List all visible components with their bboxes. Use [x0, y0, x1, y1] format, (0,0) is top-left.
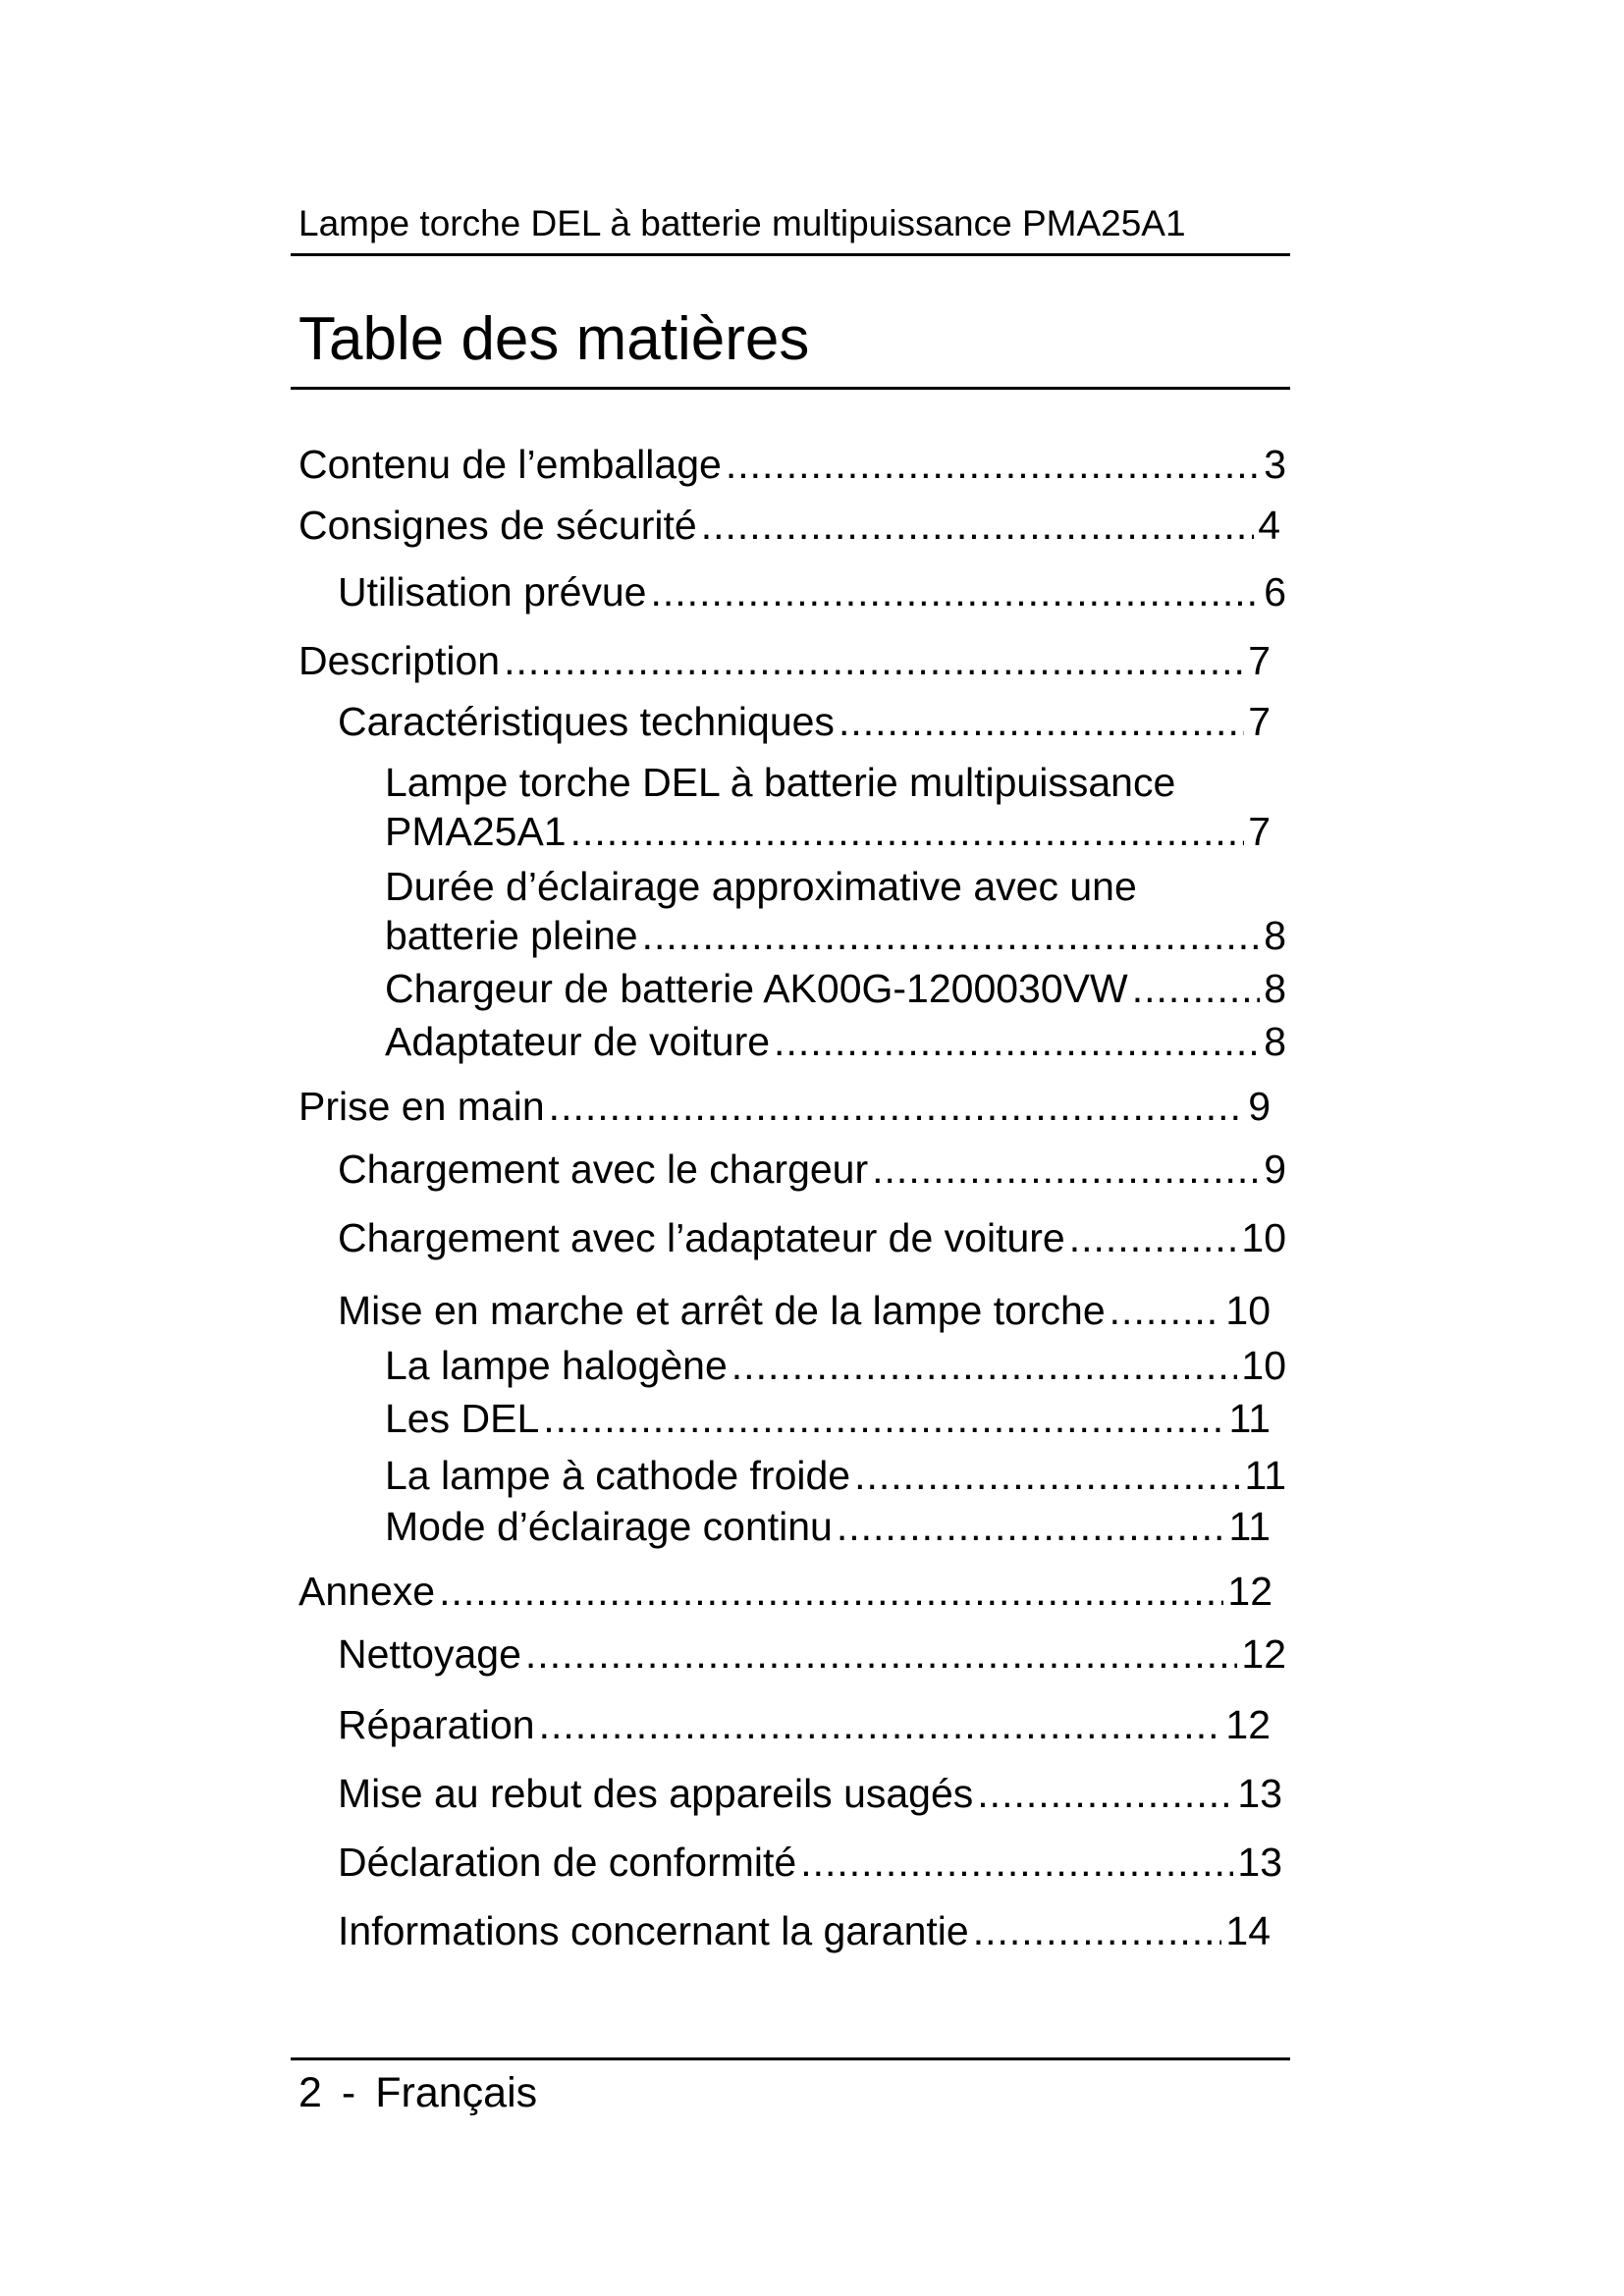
toc-page-number: 12 — [1227, 1569, 1272, 1614]
toc-page-number: 12 — [1241, 1631, 1286, 1677]
toc-page-number: 11 — [1244, 1453, 1286, 1498]
toc-leader-dots — [525, 1629, 1237, 1679]
toc-leader-dots — [839, 697, 1244, 746]
toc-entry-mise-au-rebut[interactable] — [338, 1769, 1282, 1818]
toc-entry-reparation[interactable] — [338, 1700, 1271, 1749]
toc-entry-lampe-torche-pma25a1[interactable] — [385, 758, 1271, 856]
toc-page-number: 11 — [1228, 1396, 1271, 1441]
toc-leader-dots — [731, 1341, 1238, 1390]
toc-leader-dots — [774, 1017, 1260, 1066]
toc-page-number: 10 — [1225, 1288, 1271, 1333]
toc-page-number: 12 — [1225, 1702, 1271, 1747]
toc-entry-label: Mise au rebut des appareils usagés — [338, 1771, 974, 1816]
toc-leader-dots — [837, 1502, 1225, 1551]
toc-entry-chargement-chargeur[interactable] — [338, 1145, 1286, 1194]
page-title: Table des matières — [298, 305, 810, 373]
toc-page-number: 9 — [1248, 1084, 1271, 1129]
toc-entry-label: Les DEL — [385, 1396, 540, 1441]
toc-entry-label-line1: Lampe torche DEL à batterie multipuissance — [385, 760, 1176, 805]
toc-entry-label: Adaptateur de voiture — [385, 1019, 771, 1064]
toc-leader-dots — [651, 567, 1261, 616]
toc-entry-label: Prise en main — [298, 1084, 545, 1129]
toc-entry-chargeur-batterie[interactable] — [385, 964, 1286, 1013]
toc-leader-dots — [642, 911, 1261, 960]
toc-entry-label: Consignes de sécurité — [298, 503, 697, 548]
toc-entry-label: Réparation — [338, 1702, 535, 1747]
table-of-contents — [291, 0, 1290, 2296]
toc-entry-label: PMA25A1 — [385, 809, 567, 854]
toc-entry-adaptateur-voiture[interactable] — [385, 1017, 1286, 1066]
toc-leader-dots — [1110, 1286, 1222, 1335]
toc-leader-dots — [539, 1700, 1222, 1749]
running-header-title: Lampe torche DEL à batterie multipuissance PMA25A1 — [298, 203, 1186, 243]
toc-page-number: 10 — [1241, 1215, 1286, 1260]
toc-entry-label: La lampe halogène — [385, 1343, 728, 1388]
toc-entry-label: Déclaration de conformité — [338, 1840, 797, 1885]
toc-page-number: 7 — [1248, 699, 1271, 744]
toc-leader-dots — [800, 1838, 1233, 1887]
toc-entry-chargement-adaptateur[interactable] — [338, 1213, 1286, 1262]
toc-leader-dots — [872, 1145, 1260, 1194]
toc-page-number: 11 — [1228, 1504, 1271, 1549]
toc-page-number: 4 — [1258, 503, 1280, 548]
toc-page-number: 8 — [1264, 1019, 1286, 1064]
toc-leader-dots — [439, 1567, 1223, 1616]
toc-page-number: 14 — [1225, 1908, 1271, 1953]
toc-page-number: 3 — [1264, 442, 1286, 487]
toc-entry-label: Informations concernant la garantie — [338, 1908, 969, 1953]
toc-entry-nettoyage[interactable] — [338, 1629, 1286, 1679]
toc-page-number: 13 — [1237, 1771, 1282, 1816]
page-footer — [298, 2067, 537, 2118]
toc-entry-lampe-halogene[interactable] — [385, 1341, 1286, 1390]
toc-entry-duree-eclairage[interactable] — [385, 862, 1286, 960]
footer-divider — [291, 2057, 1290, 2060]
toc-entry-mise-en-marche[interactable] — [338, 1286, 1271, 1335]
footer-language: Français — [375, 2069, 538, 2116]
toc-entry-les-del[interactable] — [385, 1394, 1271, 1443]
toc-leader-dots — [701, 501, 1255, 550]
toc-leader-dots — [1132, 964, 1260, 1013]
toc-entry-informations-garantie[interactable] — [338, 1906, 1271, 1955]
toc-leader-dots — [504, 636, 1244, 685]
toc-entry-label: Chargement avec l’adaptateur de voiture — [338, 1215, 1065, 1260]
toc-entry-cathode-froide[interactable] — [385, 1451, 1286, 1500]
toc-page-number: 8 — [1264, 913, 1286, 958]
toc-entry-annexe[interactable] — [298, 1567, 1272, 1616]
toc-entry-contenu-emballage[interactable] — [298, 440, 1286, 489]
footer-separator: - — [341, 2069, 356, 2116]
toc-leader-dots — [977, 1769, 1233, 1818]
toc-entry-label: Caractéristiques techniques — [338, 699, 835, 744]
toc-page-number: 6 — [1264, 569, 1286, 614]
toc-entry-label: Mode d’éclairage continu — [385, 1504, 833, 1549]
toc-leader-dots — [543, 1394, 1224, 1443]
toc-leader-dots — [973, 1906, 1222, 1955]
toc-entry-description[interactable] — [298, 636, 1271, 685]
toc-page-number: 13 — [1237, 1840, 1282, 1885]
toc-entry-label: Mise en marche et arrêt de la lampe torche — [338, 1288, 1106, 1333]
toc-leader-dots — [854, 1451, 1240, 1500]
toc-entry-label: Chargeur de batterie AK00G-1200030VW — [385, 966, 1128, 1011]
toc-entry-label: batterie pleine — [385, 913, 638, 958]
toc-page-number: 7 — [1248, 809, 1271, 854]
footer-page-number: 2 — [298, 2069, 322, 2116]
toc-entry-utilisation-prevue[interactable] — [338, 567, 1286, 616]
toc-entry-prise-en-main[interactable] — [298, 1082, 1271, 1131]
toc-page-number: 10 — [1241, 1343, 1286, 1388]
toc-entry-label: Utilisation prévue — [338, 569, 647, 614]
toc-page-number: 9 — [1264, 1147, 1286, 1192]
toc-entry-declaration-conformite[interactable] — [338, 1838, 1282, 1887]
toc-page-number: 8 — [1264, 966, 1286, 1011]
toc-entry-label: Nettoyage — [338, 1631, 521, 1677]
toc-entry-label: Contenu de l’emballage — [298, 442, 722, 487]
toc-entry-consignes-securite[interactable] — [298, 501, 1280, 550]
toc-leader-dots — [1069, 1213, 1238, 1262]
toc-entry-label: Annexe — [298, 1569, 436, 1614]
toc-entry-label: La lampe à cathode froide — [385, 1453, 851, 1498]
toc-entry-label-line1: Durée d’éclairage approximative avec une — [385, 864, 1137, 909]
toc-entry-caracteristiques-techniques[interactable] — [338, 697, 1271, 746]
toc-leader-dots — [570, 807, 1245, 856]
toc-leader-dots — [549, 1082, 1245, 1131]
document-page — [291, 0, 1290, 2296]
toc-page-number: 7 — [1248, 638, 1271, 683]
toc-entry-label: Chargement avec le chargeur — [338, 1147, 869, 1192]
toc-leader-dots — [726, 440, 1260, 489]
toc-entry-mode-eclairage-continu[interactable] — [385, 1502, 1271, 1551]
toc-entry-label: Description — [298, 638, 501, 683]
